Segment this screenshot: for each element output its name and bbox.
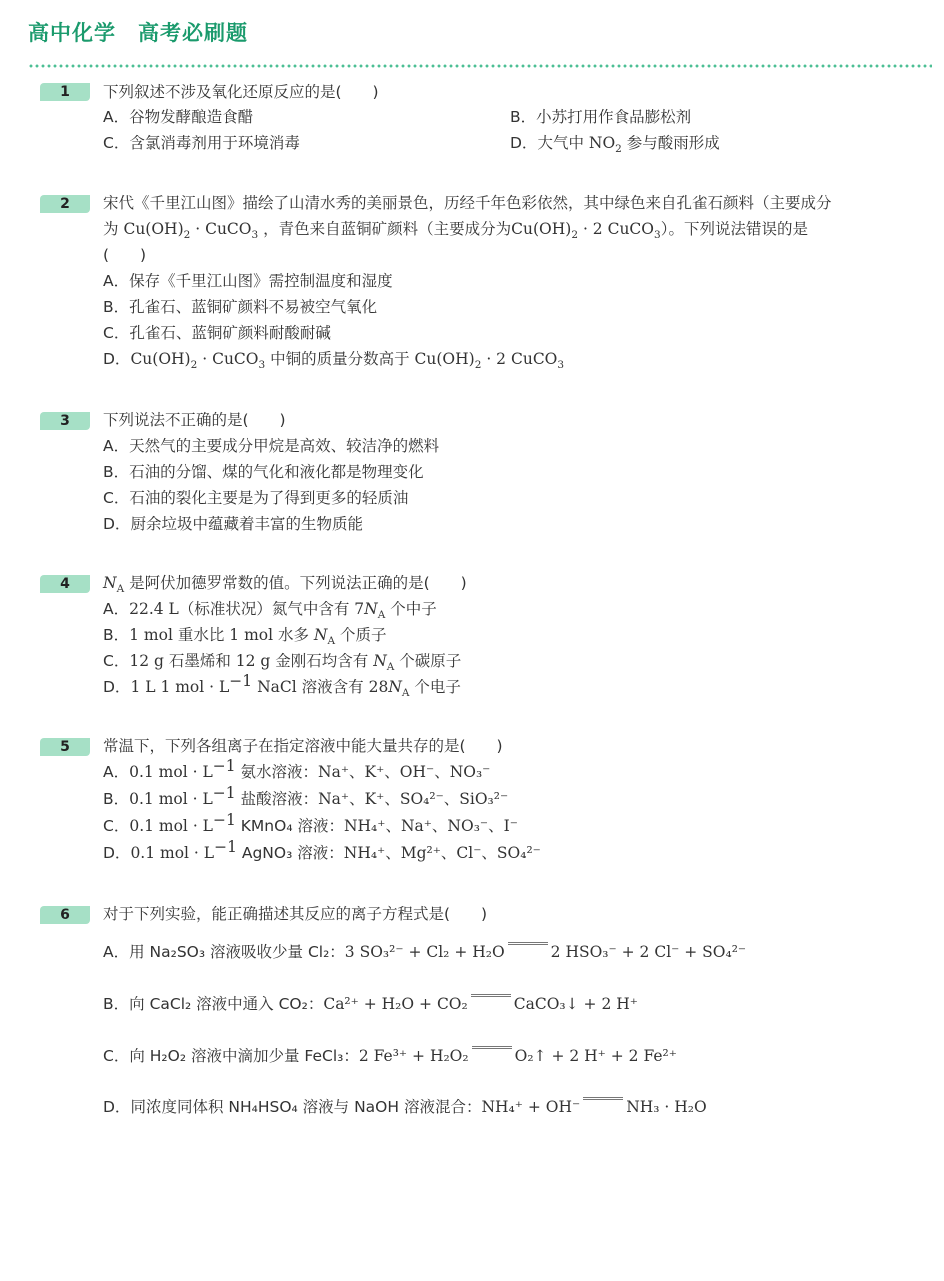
option-text: 天然气的主要成分甲烷是高效、较洁净的燃料 xyxy=(129,437,440,455)
option-c[interactable] xyxy=(103,320,331,346)
option-label: D． xyxy=(103,844,131,862)
option-d[interactable] xyxy=(103,511,363,537)
option-d[interactable] xyxy=(103,346,564,372)
option-label: C． xyxy=(103,1047,130,1065)
formula: $Cu(OH)_2$ · CuCO$_3$ xyxy=(130,350,266,372)
option-a[interactable] xyxy=(103,104,253,130)
equals-arrow xyxy=(508,942,548,945)
option-a[interactable]: A．0.1 mol · $L^{-1}$ 氨水溶液：Na⁺、K⁺、OH⁻、NO₃⁻ xyxy=(103,756,491,781)
option-label: C． xyxy=(103,134,130,152)
option-label: A． xyxy=(103,437,130,455)
option-b[interactable]: B．1 mol 重水比 1 mol 水多 $N_A$ 个质子 xyxy=(103,626,387,648)
option-label: A． xyxy=(103,600,130,618)
option-label: D． xyxy=(510,134,538,152)
option-label: A． xyxy=(103,943,130,961)
question-stem: 宋代《千里江山图》描绘了山清水秀的美丽景色，历经千年色彩依然，其中绿色来自孔雀石颜料（主要成分 xyxy=(103,194,832,212)
question-stem: 下列说法不正确的是( ) xyxy=(103,411,286,429)
ion-list: Na⁺、K⁺、SO₄²⁻、SiO₃²⁻ xyxy=(318,790,509,808)
question-stem: 下列叙述不涉及氧化还原反应的是( ) xyxy=(103,83,379,101)
option-c[interactable]: C．0.1 mol · $L^{-1}$ KMnO₄ 溶液：NH₄⁺、Na⁺、NO₃⁻、I⁻ xyxy=(103,810,518,835)
option-d[interactable]: D．同浓度同体积 NH₄HSO₄ 溶液与 NaOH 溶液混合：NH₄⁺ + OH⁻ NH₃ · H₂O xyxy=(103,1098,707,1116)
option-a[interactable] xyxy=(103,268,393,294)
option-text: 厨余垃圾中蕴藏着丰富的生物质能 xyxy=(130,515,363,533)
option-c[interactable]: C．向 H₂O₂ 溶液中滴加少量 FeCl₃：2 Fe³⁺ + H₂O₂ O₂↑ + 2 H⁺ + 2 Fe²⁺ xyxy=(103,1047,677,1065)
option-label: B． xyxy=(103,995,130,1013)
option-c[interactable] xyxy=(103,485,408,511)
option-c[interactable]: C．12 g 石墨烯和 12 g 金刚石均含有 $N_A$ 个碳原子 xyxy=(103,652,462,674)
option-text: 大气中 xyxy=(537,134,589,152)
formula: $Cu(OH)_2 \cdot 2$ CuCO$_3$ xyxy=(414,350,565,372)
question-number-badge: 3 xyxy=(40,412,90,430)
option-label: D． xyxy=(103,1098,131,1116)
option-d[interactable]: D．0.1 mol · $L^{-1}$ AgNO₃ 溶液：NH₄⁺、Mg²⁺、Cl⁻、SO₄²⁻ xyxy=(103,837,541,862)
option-label: C． xyxy=(103,489,130,507)
option-label: B． xyxy=(103,463,130,481)
option-text: 石油的裂化主要是为了得到更多的轻质油 xyxy=(129,489,409,507)
option-b[interactable] xyxy=(103,459,424,485)
option-a[interactable]: A．用 Na₂SO₃ 溶液吸收少量 Cl₂：3 SO₃²⁻ + Cl₂ + H₂O 2 HSO₃⁻ + 2 Cl⁻ + SO₄²⁻ xyxy=(103,943,747,961)
question-number-badge: 6 xyxy=(40,906,90,924)
question-number-badge: 2 xyxy=(40,195,90,213)
option-text: 保存《千里江山图》需控制温度和湿度 xyxy=(129,272,393,290)
option-text: 石油的分馏、煤的气化和液化都是物理变化 xyxy=(129,463,424,481)
option-label: D． xyxy=(103,678,131,696)
question-stem: 常温下，下列各组离子在指定溶液中能大量共存的是( ) xyxy=(103,737,503,755)
avogadro-symbol: $N_A$ xyxy=(103,574,125,596)
question-number-badge: 5 xyxy=(40,738,90,756)
option-label: A． xyxy=(103,108,130,126)
equals-arrow xyxy=(472,1046,512,1049)
equals-arrow xyxy=(471,994,511,997)
formula: $NO_2$ xyxy=(588,134,622,156)
option-label: D． xyxy=(103,515,131,533)
option-label: B． xyxy=(103,626,130,644)
question-stem-line-2: 为 $Cu(OH)_2$ · CuCO$_3$ ，青色来自蓝铜矿颜料（主要成分为$Cu(OH)_2 \cdot 2$ CuCO$_3$）。下列说法错误的是 xyxy=(103,220,808,242)
option-text: 孔雀石、蓝铜矿颜料耐酸耐碱 xyxy=(129,324,331,342)
ion-list: NH₄⁺、Na⁺、NO₃⁻、I⁻ xyxy=(343,817,518,835)
option-label: C． xyxy=(103,817,130,835)
option-b[interactable]: B．0.1 mol · $L^{-1}$ 盐酸溶液：Na⁺、K⁺、SO₄²⁻、SiO₃²⁻ xyxy=(103,783,509,808)
formula: $Cu(OH)_2$ · CuCO$_3$ xyxy=(123,220,259,242)
option-label: A． xyxy=(103,272,130,290)
option-label: D． xyxy=(103,350,131,368)
option-text: 中铜的质量分数高于 xyxy=(265,350,415,368)
option-a[interactable] xyxy=(103,433,439,459)
option-text: 参与酸雨形成 xyxy=(621,134,720,152)
equals-arrow xyxy=(583,1097,623,1100)
option-text: 谷物发酵酿造食醋 xyxy=(129,108,254,126)
option-label: C． xyxy=(103,652,130,670)
option-label: A． xyxy=(103,763,130,781)
question-stem: $N_A$ 是阿伏加德罗常数的值。下列说法正确的是( ) xyxy=(103,574,467,596)
option-b[interactable]: B．向 CaCl₂ 溶液中通入 CO₂：Ca²⁺ + H₂O + CO₂ CaCO₃↓ + 2 H⁺ xyxy=(103,995,638,1013)
option-label: C． xyxy=(103,324,130,342)
ion-list: Na⁺、K⁺、OH⁻、NO₃⁻ xyxy=(318,763,491,781)
page-title: 高中化学 高考必刷题 xyxy=(28,21,248,45)
ion-list: NH₄⁺、Mg²⁺、Cl⁻、SO₄²⁻ xyxy=(343,844,541,862)
option-label: B． xyxy=(510,108,537,126)
option-label: B． xyxy=(103,298,130,316)
formula: $Cu(OH)_2 \cdot 2$ CuCO$_3$ xyxy=(511,220,661,242)
question-stem-line-3: ( ) xyxy=(103,246,147,264)
option-text: 含氯消毒剂用于环境消毒 xyxy=(129,134,300,152)
question-number-badge: 4 xyxy=(40,575,90,593)
question-number-badge: 1 xyxy=(40,83,90,101)
dotted-divider xyxy=(28,64,932,68)
option-label: B． xyxy=(103,790,130,808)
option-c[interactable] xyxy=(103,130,300,156)
option-b[interactable] xyxy=(103,294,377,320)
option-text: 小苏打用作食品膨松剂 xyxy=(536,108,692,126)
option-a[interactable]: A．22.4 L（标准状况）氮气中含有 $7N_A$ 个中子 xyxy=(103,600,437,622)
option-d[interactable] xyxy=(510,130,720,156)
option-text: 孔雀石、蓝铜矿颜料不易被空气氧化 xyxy=(129,298,378,316)
question-stem: 对于下列实验，能正确描述其反应的离子方程式是( ) xyxy=(103,905,488,923)
option-b[interactable] xyxy=(510,104,691,130)
option-d[interactable]: D．1 L 1 mol · $L^{-1}$ NaCl 溶液含有 $28N_A$ 个电子 xyxy=(103,671,461,700)
